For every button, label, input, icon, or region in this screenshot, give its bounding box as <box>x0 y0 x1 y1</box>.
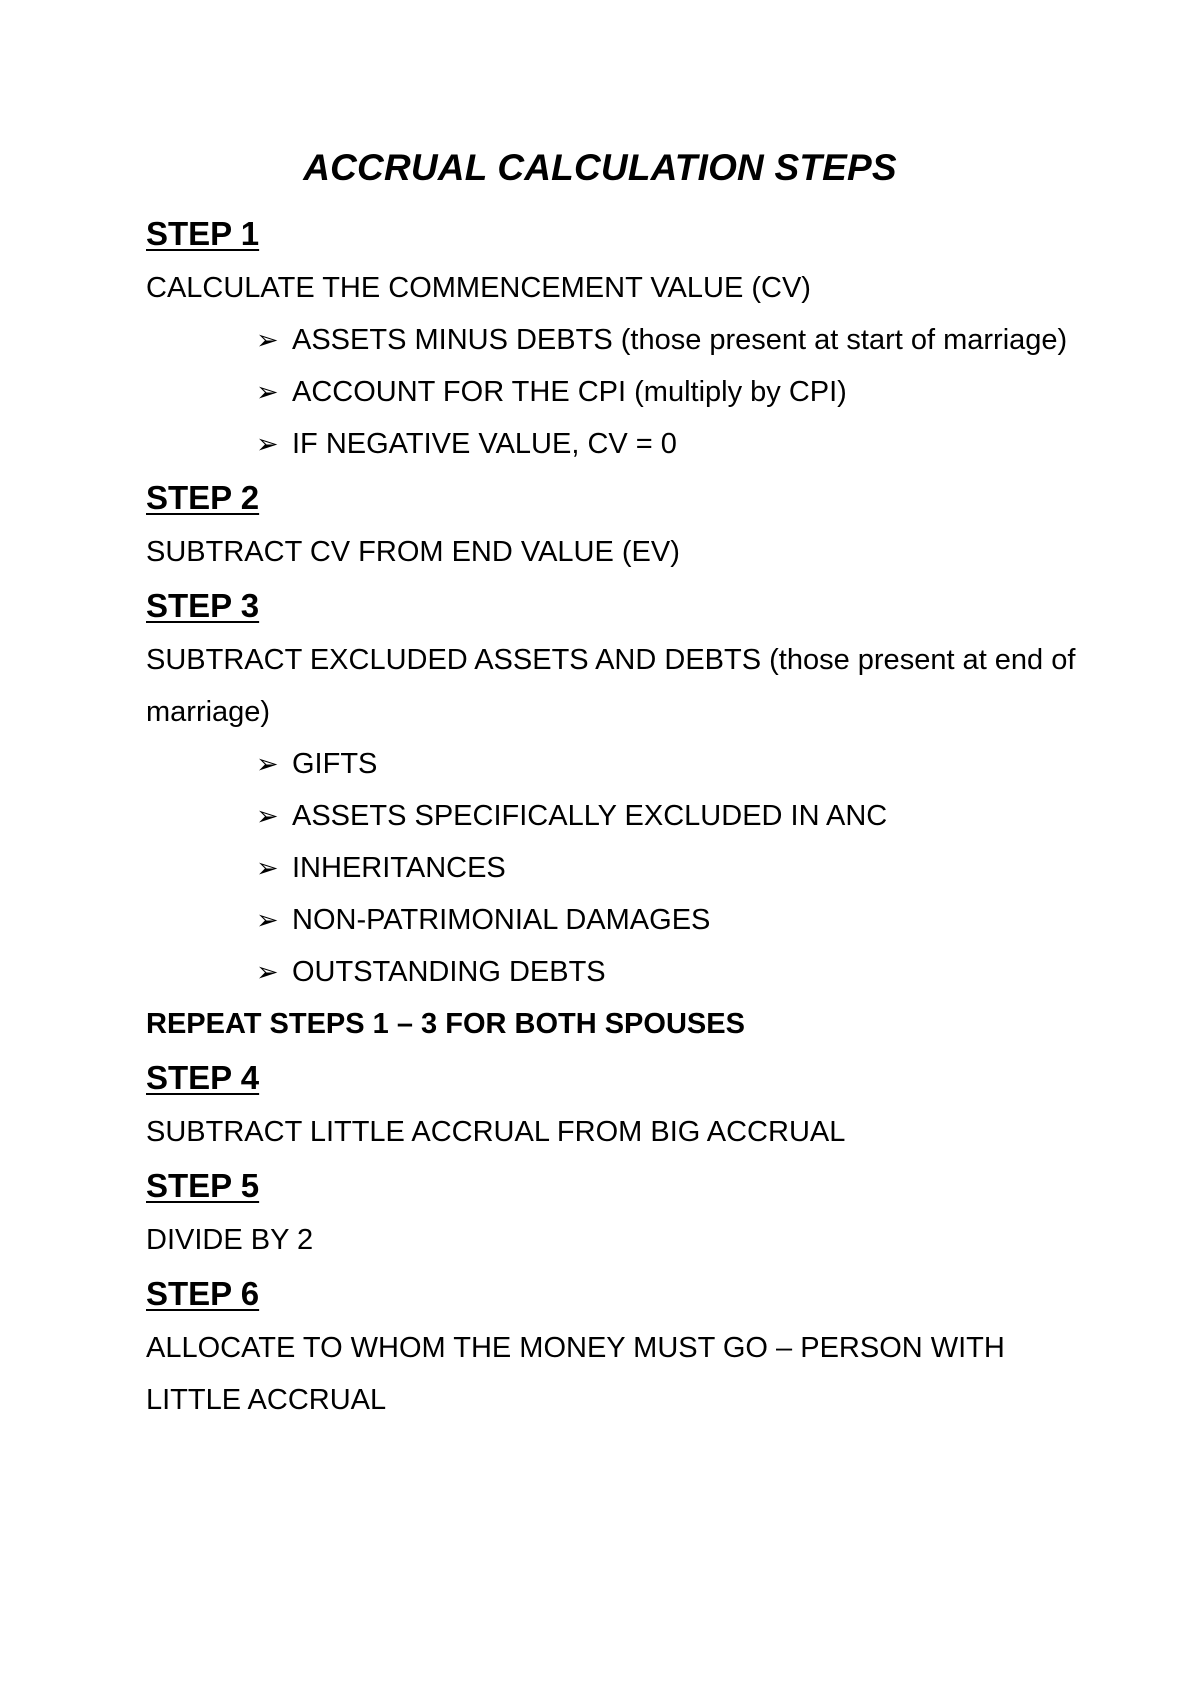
step-3-heading: STEP 3 <box>146 587 260 624</box>
step-6-heading: STEP 6 <box>146 1275 260 1312</box>
bullet-text: ASSETS SPECIFICALLY EXCLUDED IN ANC <box>292 800 888 832</box>
bullet-text: ACCOUNT FOR THE CPI (multiply by CPI) <box>292 376 847 408</box>
arrowhead-bullet-icon: ➢ <box>256 801 279 831</box>
list-item <box>256 894 1086 946</box>
arrowhead-bullet-icon: ➢ <box>256 853 279 883</box>
step-2-heading: STEP 2 <box>146 479 260 516</box>
step-1-text: CALCULATE THE COMMENCEMENT VALUE (CV) <box>146 272 811 304</box>
step-5-heading: STEP 5 <box>146 1167 260 1204</box>
step-3-bullet-list <box>146 738 1086 998</box>
step-4-text: SUBTRACT LITTLE ACCRUAL FROM BIG ACCRUAL <box>146 1116 846 1148</box>
bullet-text: INHERITANCES <box>292 852 506 884</box>
list-item <box>256 946 1086 998</box>
repeat-steps-note: REPEAT STEPS 1 – 3 FOR BOTH SPOUSES <box>146 1008 745 1040</box>
list-item <box>256 738 1086 790</box>
list-item <box>256 418 1086 470</box>
bullet-text: ASSETS MINUS DEBTS (those present at start of marriage) <box>292 324 1068 356</box>
list-item <box>256 790 1086 842</box>
step-1-heading: STEP 1 <box>146 215 260 252</box>
step-1-bullet-list <box>146 314 1086 470</box>
step-2-text: SUBTRACT CV FROM END VALUE (EV) <box>146 536 680 568</box>
bullet-text: GIFTS <box>292 748 378 780</box>
arrowhead-bullet-icon: ➢ <box>256 429 279 459</box>
arrowhead-bullet-icon: ➢ <box>256 749 279 779</box>
step-6-text: ALLOCATE TO WHOM THE MONEY MUST GO – PERSON WITH LITTLE ACCRUAL <box>146 1332 1005 1416</box>
step-5-text: DIVIDE BY 2 <box>146 1224 314 1256</box>
document-body <box>146 206 1086 1426</box>
bullet-text: NON-PATRIMONIAL DAMAGES <box>292 904 711 936</box>
step-4-heading: STEP 4 <box>146 1059 260 1096</box>
arrowhead-bullet-icon: ➢ <box>256 325 279 355</box>
list-item <box>256 842 1086 894</box>
list-item <box>256 366 1086 418</box>
arrowhead-bullet-icon: ➢ <box>256 957 279 987</box>
step-3-text: SUBTRACT EXCLUDED ASSETS AND DEBTS (those present at end of marriage) <box>146 644 1076 728</box>
document-title: ACCRUAL CALCULATION STEPS <box>303 147 897 188</box>
arrowhead-bullet-icon: ➢ <box>256 377 279 407</box>
bullet-text: OUTSTANDING DEBTS <box>292 956 606 988</box>
list-item <box>256 314 1086 366</box>
bullet-text: IF NEGATIVE VALUE, CV = 0 <box>292 428 677 460</box>
arrowhead-bullet-icon: ➢ <box>256 905 279 935</box>
